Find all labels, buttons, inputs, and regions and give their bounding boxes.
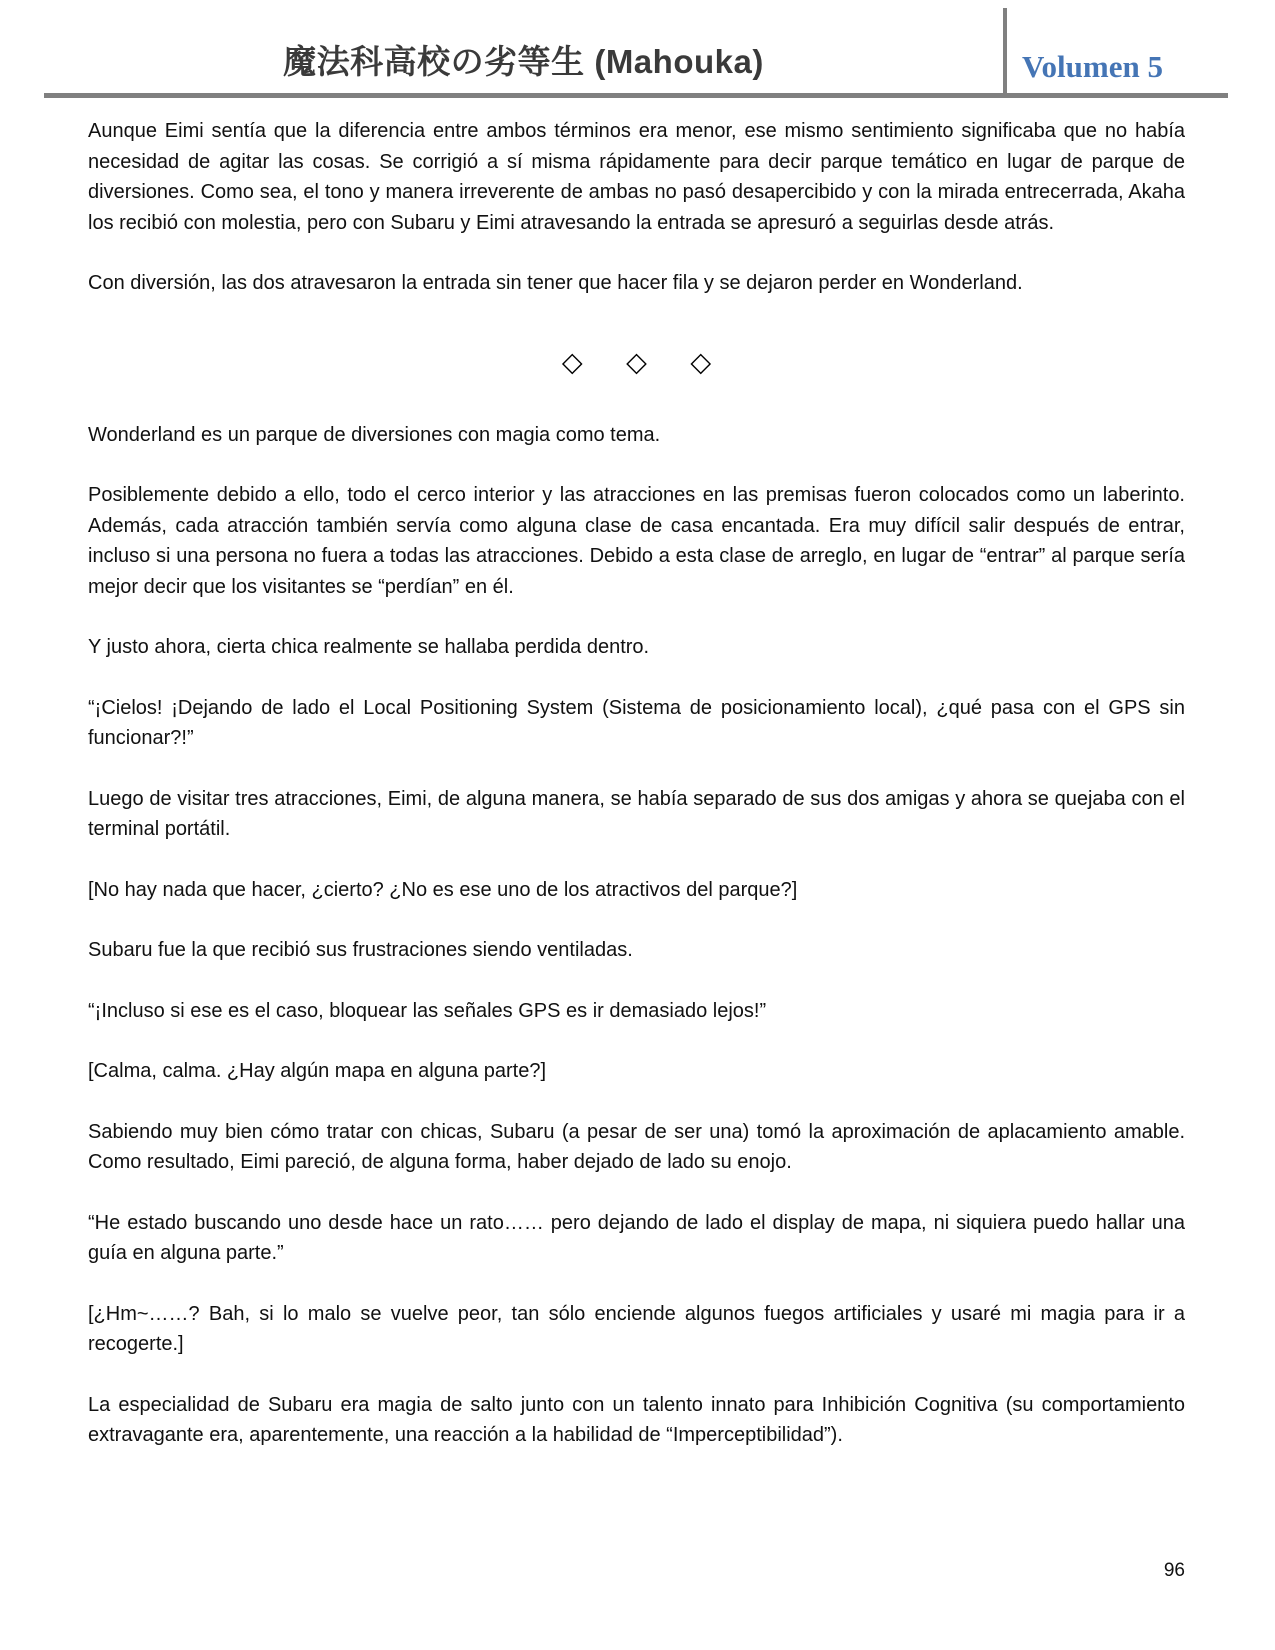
paragraph: Luego de visitar tres atracciones, Eimi, de alguna manera, se había separado de sus dos amigas y ahora se quejaba con el terminal portátil. (88, 787, 1185, 840)
page-number: 96 (1163, 1560, 1185, 1581)
paragraph: Con diversión, las dos atravesaron la entrada sin tener que hacer fila y se dejaron perder en Wonderland. (88, 272, 1023, 294)
header-title-area (44, 0, 1003, 93)
paragraph: [No hay nada que hacer, ¿cierto? ¿No es ese uno de los atractivos del parque?] (88, 878, 798, 901)
paragraph: Posiblemente debido a ello, todo el cerco interior y las atracciones en las premisas fueron colocados como un laberinto. Además, cada atracción también servía como alguna clase de casa encantada. Era muy difícil salir después de entrar, incluso si una persona no fuera a todas las atracciones. Debido a esta clase de arreglo, en lugar de “entrar” al parque sería mejor decir que los visitantes se “perdían” en él. (88, 484, 1185, 598)
paragraph: Aunque Eimi sentía que la diferencia entre ambos términos era menor, ese mismo sentimiento significaba que no había necesidad de agitar las cosas. Se corrigió a sí misma rápidamente para decir parque temático en lugar de parque de diversiones. Como sea, el tono y manera irreverente de ambas no pasó desapercibido y con la mirada entrecerrada, Akaha los recibió con molestia, pero con Subaru y Eimi atravesando la entrada se apresuró a seguirlas desde atrás. (88, 120, 1185, 234)
paragraph: Wonderland es un parque de diversiones con magia como tema. (88, 423, 661, 446)
paragraph: Y justo ahora, cierta chica realmente se hallaba perdida dentro. (88, 636, 650, 658)
paragraph: [Calma, calma. ¿Hay algún mapa en alguna parte?] (88, 1060, 547, 1082)
paragraph: La especialidad de Subaru era magia de salto junto con un talento innato para Inhibición Cognitiva (su comportamiento extravagante era, aparentemente, una reacción a la habilidad de “Imperceptibilidad”). (88, 1393, 1185, 1446)
paragraph: “¡Cielos! ¡Dejando de lado el Local Positioning System (Sistema de posicionamiento local), ¿qué pasa con el GPS sin funcionar?!” (88, 696, 1185, 749)
paragraph: “¡Incluso si ese es el caso, bloquear las señales GPS es ir demasiado lejos!” (88, 999, 767, 1022)
header-divider (1003, 8, 1007, 98)
paragraph: [¿Hm~……? Bah, si lo malo se vuelve peor, tan sólo enciende algunos fuegos artificiales y usaré mi magia para ir a recogerte.] (88, 1302, 1185, 1355)
paragraph: Subaru fue la que recibió sus frustraciones siendo ventiladas. (88, 939, 633, 961)
paragraph: “He estado buscando uno desde hace un rato…… pero dejando de lado el display de mapa, ni siquiera puedo hallar una guía en alguna parte.” (88, 1211, 1185, 1264)
paragraph: Sabiendo muy bien cómo tratar con chicas, Subaru (a pesar de ser una) tomó la aproximación de aplacamiento amable. Como resultado, Eimi pareció, de alguna forma, haber dejado de lado su enojo. (88, 1120, 1185, 1173)
document-title: 魔法科高校の劣等生 (Mahouka) (283, 43, 764, 80)
volume-label: Volumen 5 (1022, 49, 1163, 84)
scene-break: ◇ ◇ ◇ (561, 346, 730, 377)
page-body (88, 116, 1185, 1481)
page-header (44, 0, 1228, 98)
